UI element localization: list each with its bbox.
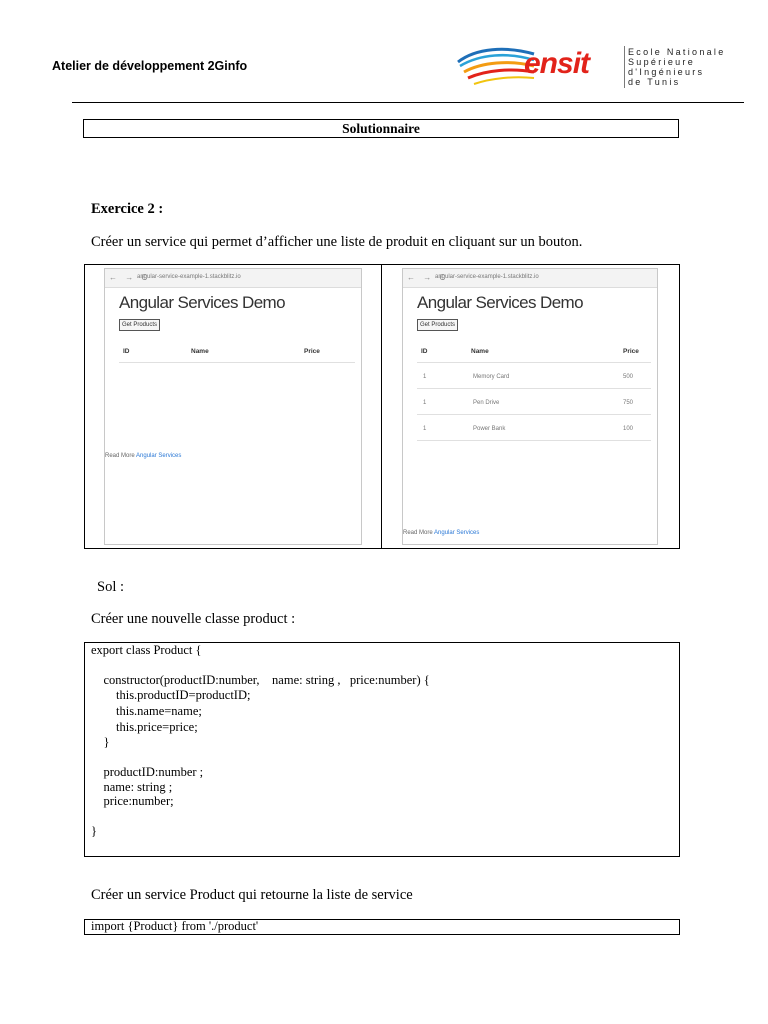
code-line: price:number; xyxy=(91,794,174,808)
column-header-name: Name xyxy=(191,348,209,355)
browser-url: angular-service-example-1.stackblitz.io xyxy=(435,274,539,280)
row-2-name: Pen Drive xyxy=(473,400,500,406)
code-line: export class Product { xyxy=(91,643,202,657)
footer-prefix: Read More xyxy=(105,453,137,459)
app-title: Angular Services Demo xyxy=(417,293,583,312)
logo-line-4: de Tunis xyxy=(628,77,681,87)
browser-url: angular-service-example-1.stackblitz.io xyxy=(137,274,241,280)
logo-divider xyxy=(624,46,625,88)
code-line: constructor(productID:number, name: string , price:number) { xyxy=(91,673,430,687)
angular-services-link[interactable]: Angular Services xyxy=(434,530,480,536)
table-header-rule xyxy=(417,362,651,363)
column-header-price: Price xyxy=(304,348,320,355)
column-header-id: ID xyxy=(421,348,428,355)
logo-line-3: d'Ingénieurs xyxy=(628,67,705,77)
angular-services-link[interactable]: Angular Services xyxy=(136,453,182,459)
row-rule xyxy=(417,388,651,389)
import-line: import {Product} from './product' xyxy=(91,919,259,933)
get-products-button[interactable]: Get Products xyxy=(417,319,458,331)
column-header-name: Name xyxy=(471,348,489,355)
exercise-heading: Exercice 2 : xyxy=(91,201,164,217)
page-title: Solutionnaire xyxy=(83,119,679,138)
app-title: Angular Services Demo xyxy=(119,293,285,312)
footer-prefix: Read More xyxy=(403,530,435,536)
row-3-price: 100 xyxy=(623,426,634,432)
code-line: } xyxy=(91,824,97,838)
get-products-button[interactable]: Get Products xyxy=(119,319,160,331)
row-rule xyxy=(417,414,651,415)
row-2-id: 1 xyxy=(423,400,427,406)
header-course-title: Atelier de développement 2Ginfo xyxy=(52,59,248,73)
code-line: this.name=name; xyxy=(91,704,202,718)
screenshot-after xyxy=(402,268,658,545)
ensit-logo xyxy=(456,44,746,96)
logo-line-1: Ecole Nationale xyxy=(628,47,726,57)
code-line: this.productID=productID; xyxy=(91,688,251,702)
exercise-description: Créer un service qui permet d’afficher une liste de produit en cliquant sur un bouton. xyxy=(91,234,583,250)
code-line: name: string ; xyxy=(91,780,173,794)
code-line: productID:number ; xyxy=(91,765,204,779)
row-3-name: Power Bank xyxy=(473,426,506,432)
row-3-id: 1 xyxy=(423,426,427,432)
column-header-price: Price xyxy=(623,348,639,355)
code-line: this.price=price; xyxy=(91,720,198,734)
browser-nav-icons: ← → C xyxy=(109,273,151,282)
solution-label: Sol : xyxy=(97,579,124,595)
row-1-name: Memory Card xyxy=(473,374,510,380)
table-header-rule xyxy=(119,362,355,363)
logo-wordmark: ensit xyxy=(524,47,590,80)
create-class-instruction: Créer une nouvelle classe product : xyxy=(91,611,296,627)
screenshots-divider xyxy=(381,264,382,549)
logo-line-2: Supérieure xyxy=(628,57,696,67)
screenshot-before xyxy=(104,268,362,545)
row-2-price: 750 xyxy=(623,400,634,406)
footer-text xyxy=(403,530,479,536)
row-1-price: 500 xyxy=(623,374,634,380)
create-service-instruction: Créer un service Product qui retourne la liste de service xyxy=(91,887,413,903)
row-rule xyxy=(417,440,651,441)
header-rule xyxy=(72,102,744,103)
column-header-id: ID xyxy=(123,348,130,355)
footer-text xyxy=(105,453,181,459)
browser-nav-icons: ← → C xyxy=(407,273,449,282)
row-1-id: 1 xyxy=(423,374,427,380)
code-line: } xyxy=(91,735,110,749)
